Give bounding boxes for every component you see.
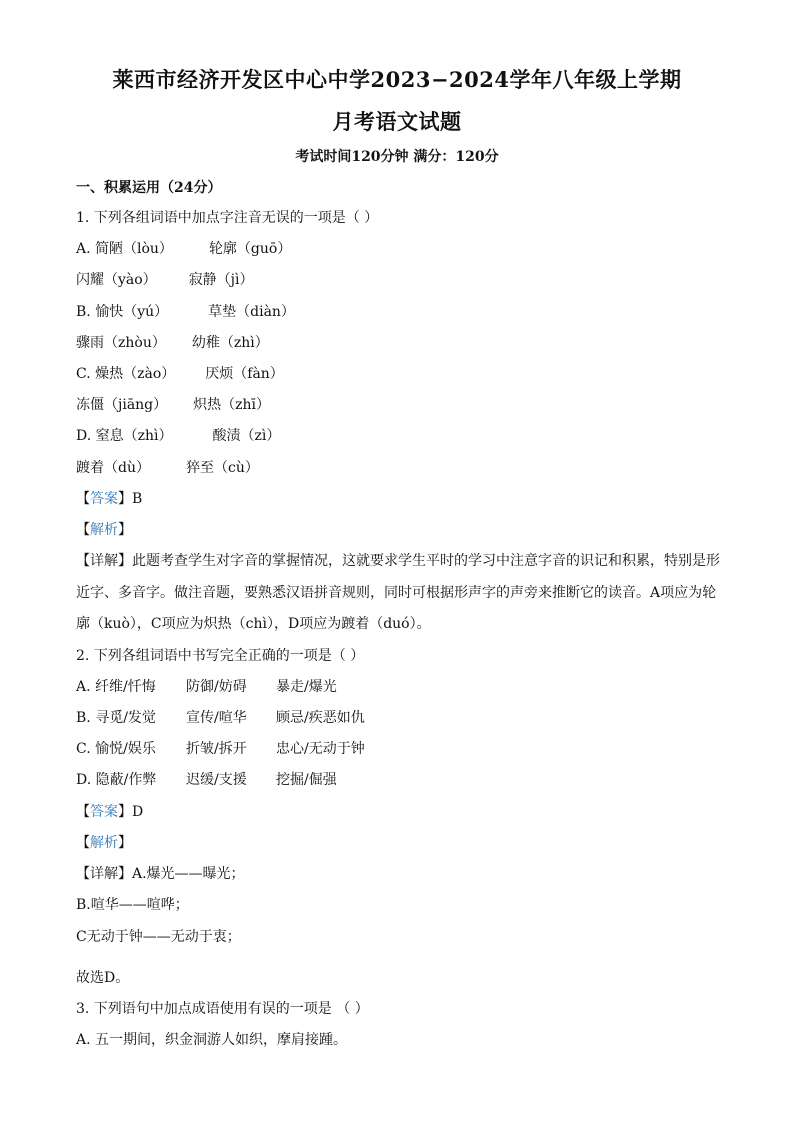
detail-label: 详解: [90, 553, 118, 569]
q1-answer: 【答案】B: [76, 491, 143, 507]
q2-option-word: A. 纤维/忏悔: [76, 679, 156, 695]
q1-analysis: 【解析】: [76, 522, 132, 538]
q2-option-word: 迟缓/支援: [186, 772, 247, 788]
q2-option-word: 挖掘/倔强: [276, 772, 337, 788]
answer-label: 答案: [90, 491, 118, 507]
exam-info: 考试时间120分钟 满分：120分: [295, 149, 499, 165]
q1-row: [76, 364, 284, 384]
q1-option-word: 幼稚（zhì）: [191, 335, 269, 351]
q1-row: [76, 458, 259, 478]
q2-answer: 【答案】D: [76, 804, 144, 820]
q1-option-word: 闪耀（yào）: [76, 272, 157, 288]
question-2-stem: 2. 下列各组词语中书写完全正确的一项是（ ）: [76, 648, 365, 664]
q2-row: [76, 708, 365, 728]
q2-option-word: D. 隐蔽/作弊: [76, 772, 157, 788]
q2-detail-cont: B.喧华——喧哗；: [76, 897, 189, 913]
q1-detail-cont: 近字、多音字。做注音题，要熟悉汉语拼音规则，同时可根据形声字的声旁来推断它的读音。A项应为轮: [76, 585, 717, 601]
q1-row: [76, 270, 254, 290]
q2-option-word: 忠心/无动于钟: [276, 741, 365, 757]
q1-option-word: 草垫（diàn）: [208, 304, 295, 320]
q2-row: [76, 770, 337, 790]
q1-option-word: A. 简陋（lòu）: [76, 241, 173, 257]
q1-option-word: B. 愉快（yú）: [76, 304, 169, 320]
q1-option-word: C. 燥热（zào）: [76, 366, 176, 382]
q2-option-word: 顾忌/疾恶如仇: [276, 710, 365, 726]
q2-option-word: 宣传/喧华: [186, 710, 247, 726]
q1-row: [76, 333, 269, 353]
question-1-stem: 1. 下列各组词语中加点字注音无误的一项是（ ）: [76, 210, 379, 226]
q1-option-word: 酸渍（zì）: [212, 428, 281, 444]
q1-option-word: D. 窒息（zhì）: [76, 428, 173, 444]
exam-title-line1: 莱西市经济开发区中心中学2023−2024学年八年级上学期: [112, 67, 682, 92]
q1-option-word: 骤雨（zhòu）: [76, 335, 166, 351]
q2-option-word: 防御/妨碍: [186, 679, 247, 695]
q2-conclusion: 故选D。: [76, 970, 130, 986]
q2-analysis: 【解析】: [76, 835, 132, 851]
analysis-label: 解析: [90, 835, 118, 851]
q2-option-word: C. 愉悦/娱乐: [76, 741, 156, 757]
answer-value: D: [132, 804, 144, 820]
q2-option-word: B. 寻觅/发觉: [76, 710, 156, 726]
q1-option-word: 轮廓（guō）: [208, 241, 292, 257]
question-3-stem: 3. 下列语句中加点成语使用有误的一项是 （ ）: [76, 1001, 369, 1017]
q1-row: [76, 426, 280, 446]
q1-option-word: 猝至（cù）: [185, 460, 259, 476]
section-heading: 一、积累运用（24分）: [76, 180, 222, 196]
q2-detail: 【详解】A.爆光——曝光；: [76, 866, 245, 882]
q2-row: [76, 677, 337, 697]
q2-option-word: 折皱/拆开: [186, 741, 247, 757]
answer-value: B: [132, 491, 143, 507]
q1-row: [76, 395, 270, 415]
analysis-label: 解析: [90, 522, 118, 538]
q1-detail: 【详解】此题考查学生对字音的掌握情况，这就要求学生平时的学习中注意字音的识记和积累，特别是形: [76, 553, 720, 569]
q2-option-word: 暴走/爆光: [276, 679, 337, 695]
q1-row: [76, 302, 295, 322]
q1-option-word: 厌烦（fàn）: [205, 366, 284, 382]
q2-row: [76, 739, 365, 759]
q1-option-word: 踱着（dù）: [76, 460, 150, 476]
q2-detail-cont: C无动于钟——无动于衷；: [76, 929, 241, 945]
q1-row: [76, 239, 291, 259]
q1-option-word: 炽热（zhī）: [193, 397, 271, 413]
detail-label: 详解: [90, 866, 118, 882]
q1-option-word: 冻僵（jiāng）: [76, 397, 168, 413]
q1-option-word: 寂静（jì）: [188, 272, 254, 288]
detail-text: 此题考查学生对字音的掌握情况，这就要求学生平时的学习中注意字音的识记和积累，特别是形: [132, 553, 720, 569]
q1-detail-cont: 廓（kuò），C项应为炽热（chì），D项应为踱着（duó）。: [76, 616, 431, 632]
detail-text: A.爆光——曝光；: [132, 866, 245, 882]
answer-label: 答案: [90, 804, 118, 820]
q3-option-a: A. 五一期间，织金洞游人如织，摩肩接踵。: [76, 1032, 348, 1048]
exam-title-line2: 月考语文试题: [332, 109, 462, 134]
